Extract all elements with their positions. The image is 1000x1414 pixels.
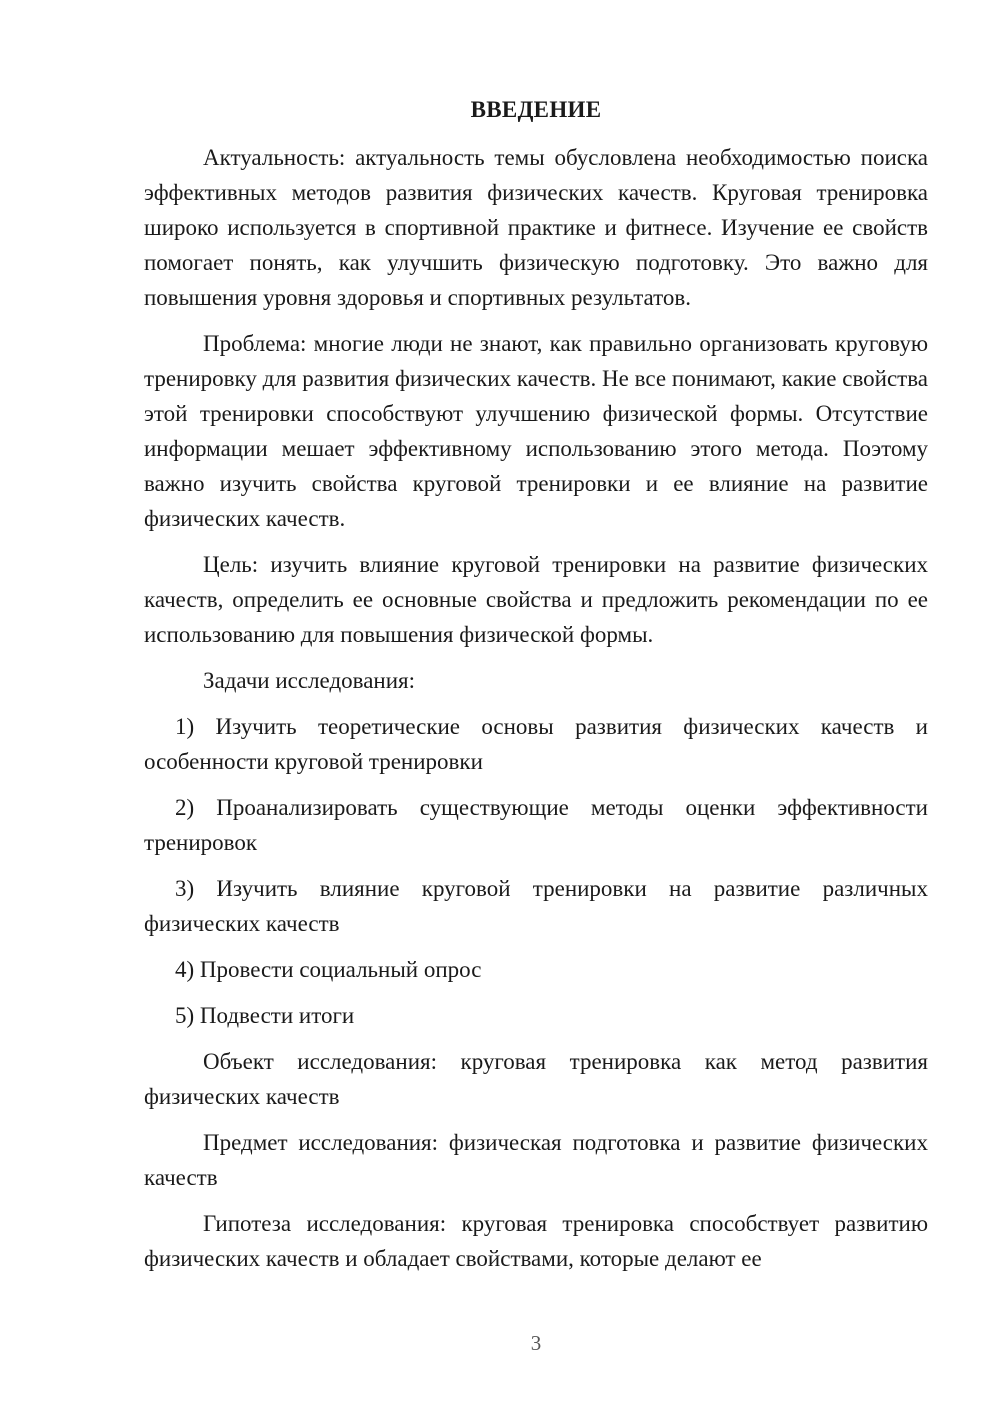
page-number: 3 <box>530 1331 542 1355</box>
section-title: ВВЕДЕНИЕ <box>470 97 602 122</box>
hypothesis-paragraph: Гипотеза исследования: круговая тренировка способствует развитию физических качеств и обладает свойствами, которые делают ее <box>144 1211 928 1271</box>
task-item-3: 3) Изучить влияние круговой тренировки на развитие различных физических качеств <box>144 876 928 936</box>
goal-paragraph: Цель: изучить влияние круговой тренировки на развитие физических качеств, определить ее основные свойства и предложить рекомендации по ее использованию для повышения физической формы. <box>144 552 928 647</box>
task-item-2: 2) Проанализировать существующие методы оценки эффективности тренировок <box>144 795 928 855</box>
subject-paragraph: Предмет исследования: физическая подготовка и развитие физических качеств <box>144 1130 928 1190</box>
tasks-heading: Задачи исследования: <box>203 668 416 693</box>
task-item-4: 4) Провести социальный опрос <box>175 957 482 982</box>
task-item-1: 1) Изучить теоретические основы развития физических качеств и особенности круговой тренировки <box>144 714 928 774</box>
task-item-5: 5) Подвести итоги <box>175 1003 355 1028</box>
relevance-paragraph: Актуальность: актуальность темы обусловлена необходимостью поиска эффективных методов развития физических качеств. Круговая тренировка широко используется в спортивной практике и фитнесе. Изучение ее свойств помогает понять, как улучшить физическую подготовку. Это важно для повышения уровня здоровья и спортивных результатов. <box>144 145 928 310</box>
object-paragraph: Объект исследования: круговая тренировка как метод развития физических качеств <box>144 1049 928 1109</box>
problem-paragraph: Проблема: многие люди не знают, как правильно организовать круговую тренировку для развития физических качеств. Не все понимают, какие свойства этой тренировки способствуют улучшению физической формы. Отсутствие информации мешает эффективному использованию этого метода. Поэтому важно изучить свойства круговой тренировки и ее влияние на развитие физических качеств. <box>144 331 928 531</box>
page-content <box>144 92 928 1287</box>
